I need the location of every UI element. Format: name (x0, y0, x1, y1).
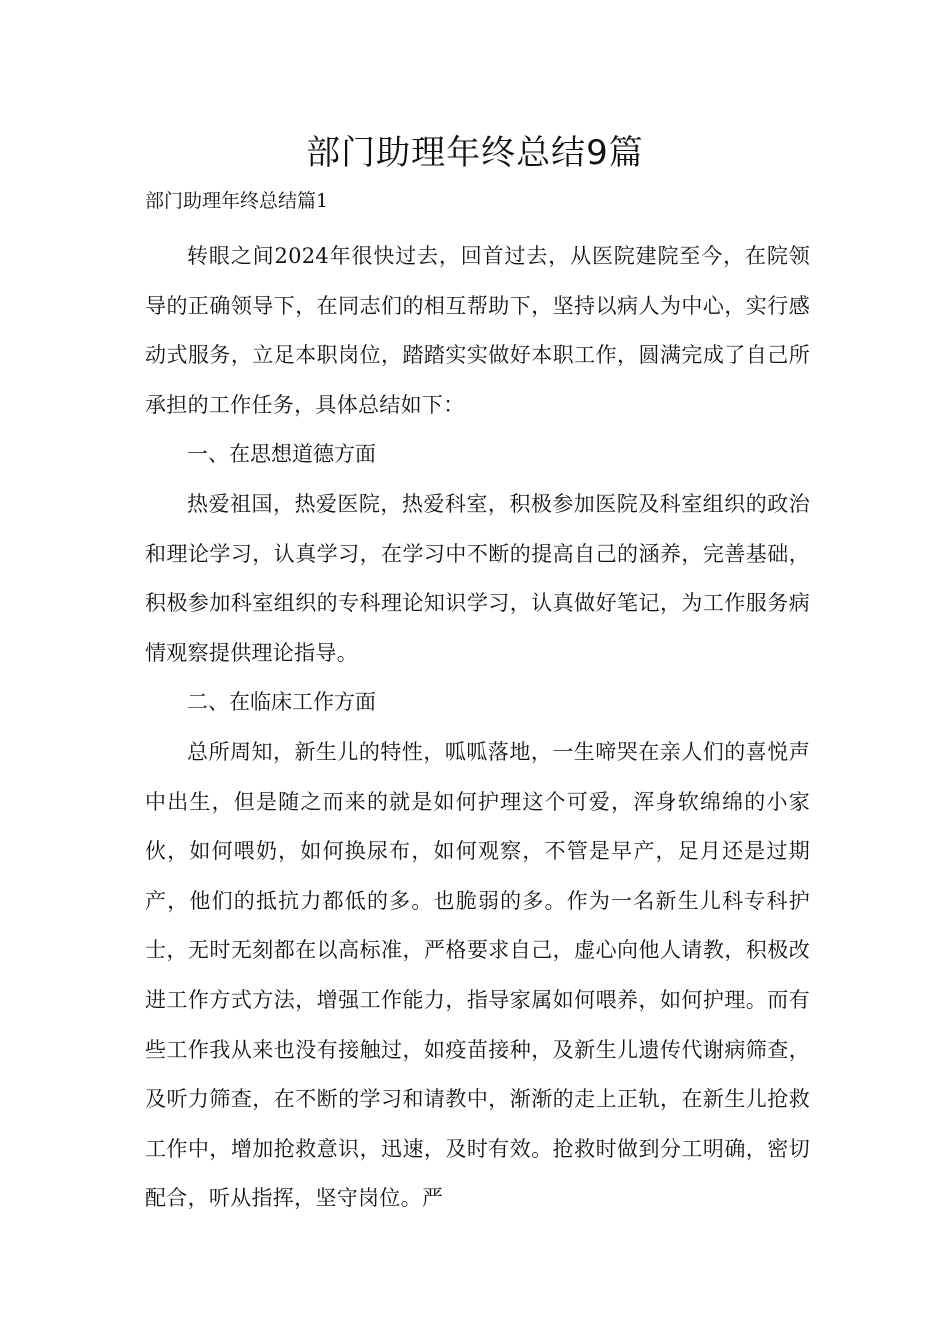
document-title: 部门助理年终总结9篇 (306, 133, 644, 173)
subheading-clinical: 二、在临床工作方面 (187, 690, 376, 715)
subheading-ideology: 一、在思想道德方面 (187, 442, 376, 467)
paragraph-clinical: 总所周知，新生儿的特性，呱呱落地，一生啼哭在亲人们的喜悦声中出生，但是随之而来的就是如何护理这个可爱，浑身软绵绵的小家伙，如何喂奶，如何换尿布，如何观察，不管是早产，足月还是过期产，他们的抵抗力都低的多。也脆弱的多。作为一名新生儿科专科护士，无时无刻都在以高标准，严格要求自己，虚心向他人请教，积极改进工作方式方法，增强工作能力，指导家属如何喂养，如何护理。而有些工作我从来也没有接触过，如疫苗接种，及新生儿遗传代谢病筛查，及听力筛查，在不断的学习和请教中，渐渐的走上正轨，在新生儿抢救工作中，增加抢救意识，迅速，及时有效。抢救时做到分工明确，密切配合，听从指挥，坚守岗位。严 (145, 739, 810, 1211)
paragraph-intro: 转眼之间2024年很快过去，回首过去，从医院建院至今，在院领导的正确领导下，在同志们的相互帮助下，坚持以病人为中心，实行感动式服务，立足本职岗位，踏踏实实做好本职工作，圆满完成了自己所承担的工作任务，具体总结如下： (145, 244, 810, 417)
paragraph-ideology: 热爱祖国，热爱医院，热爱科室，积极参加医院及科室组织的政治和理论学习，认真学习，在学习中不断的提高自己的涵养，完善基础，积极参加科室组织的专科理论知识学习，认真做好笔记，为工作服务病情观察提供理论指导。 (145, 491, 810, 665)
document-body (145, 232, 810, 1224)
section-heading: 部门助理年终总结篇1 (145, 190, 329, 212)
